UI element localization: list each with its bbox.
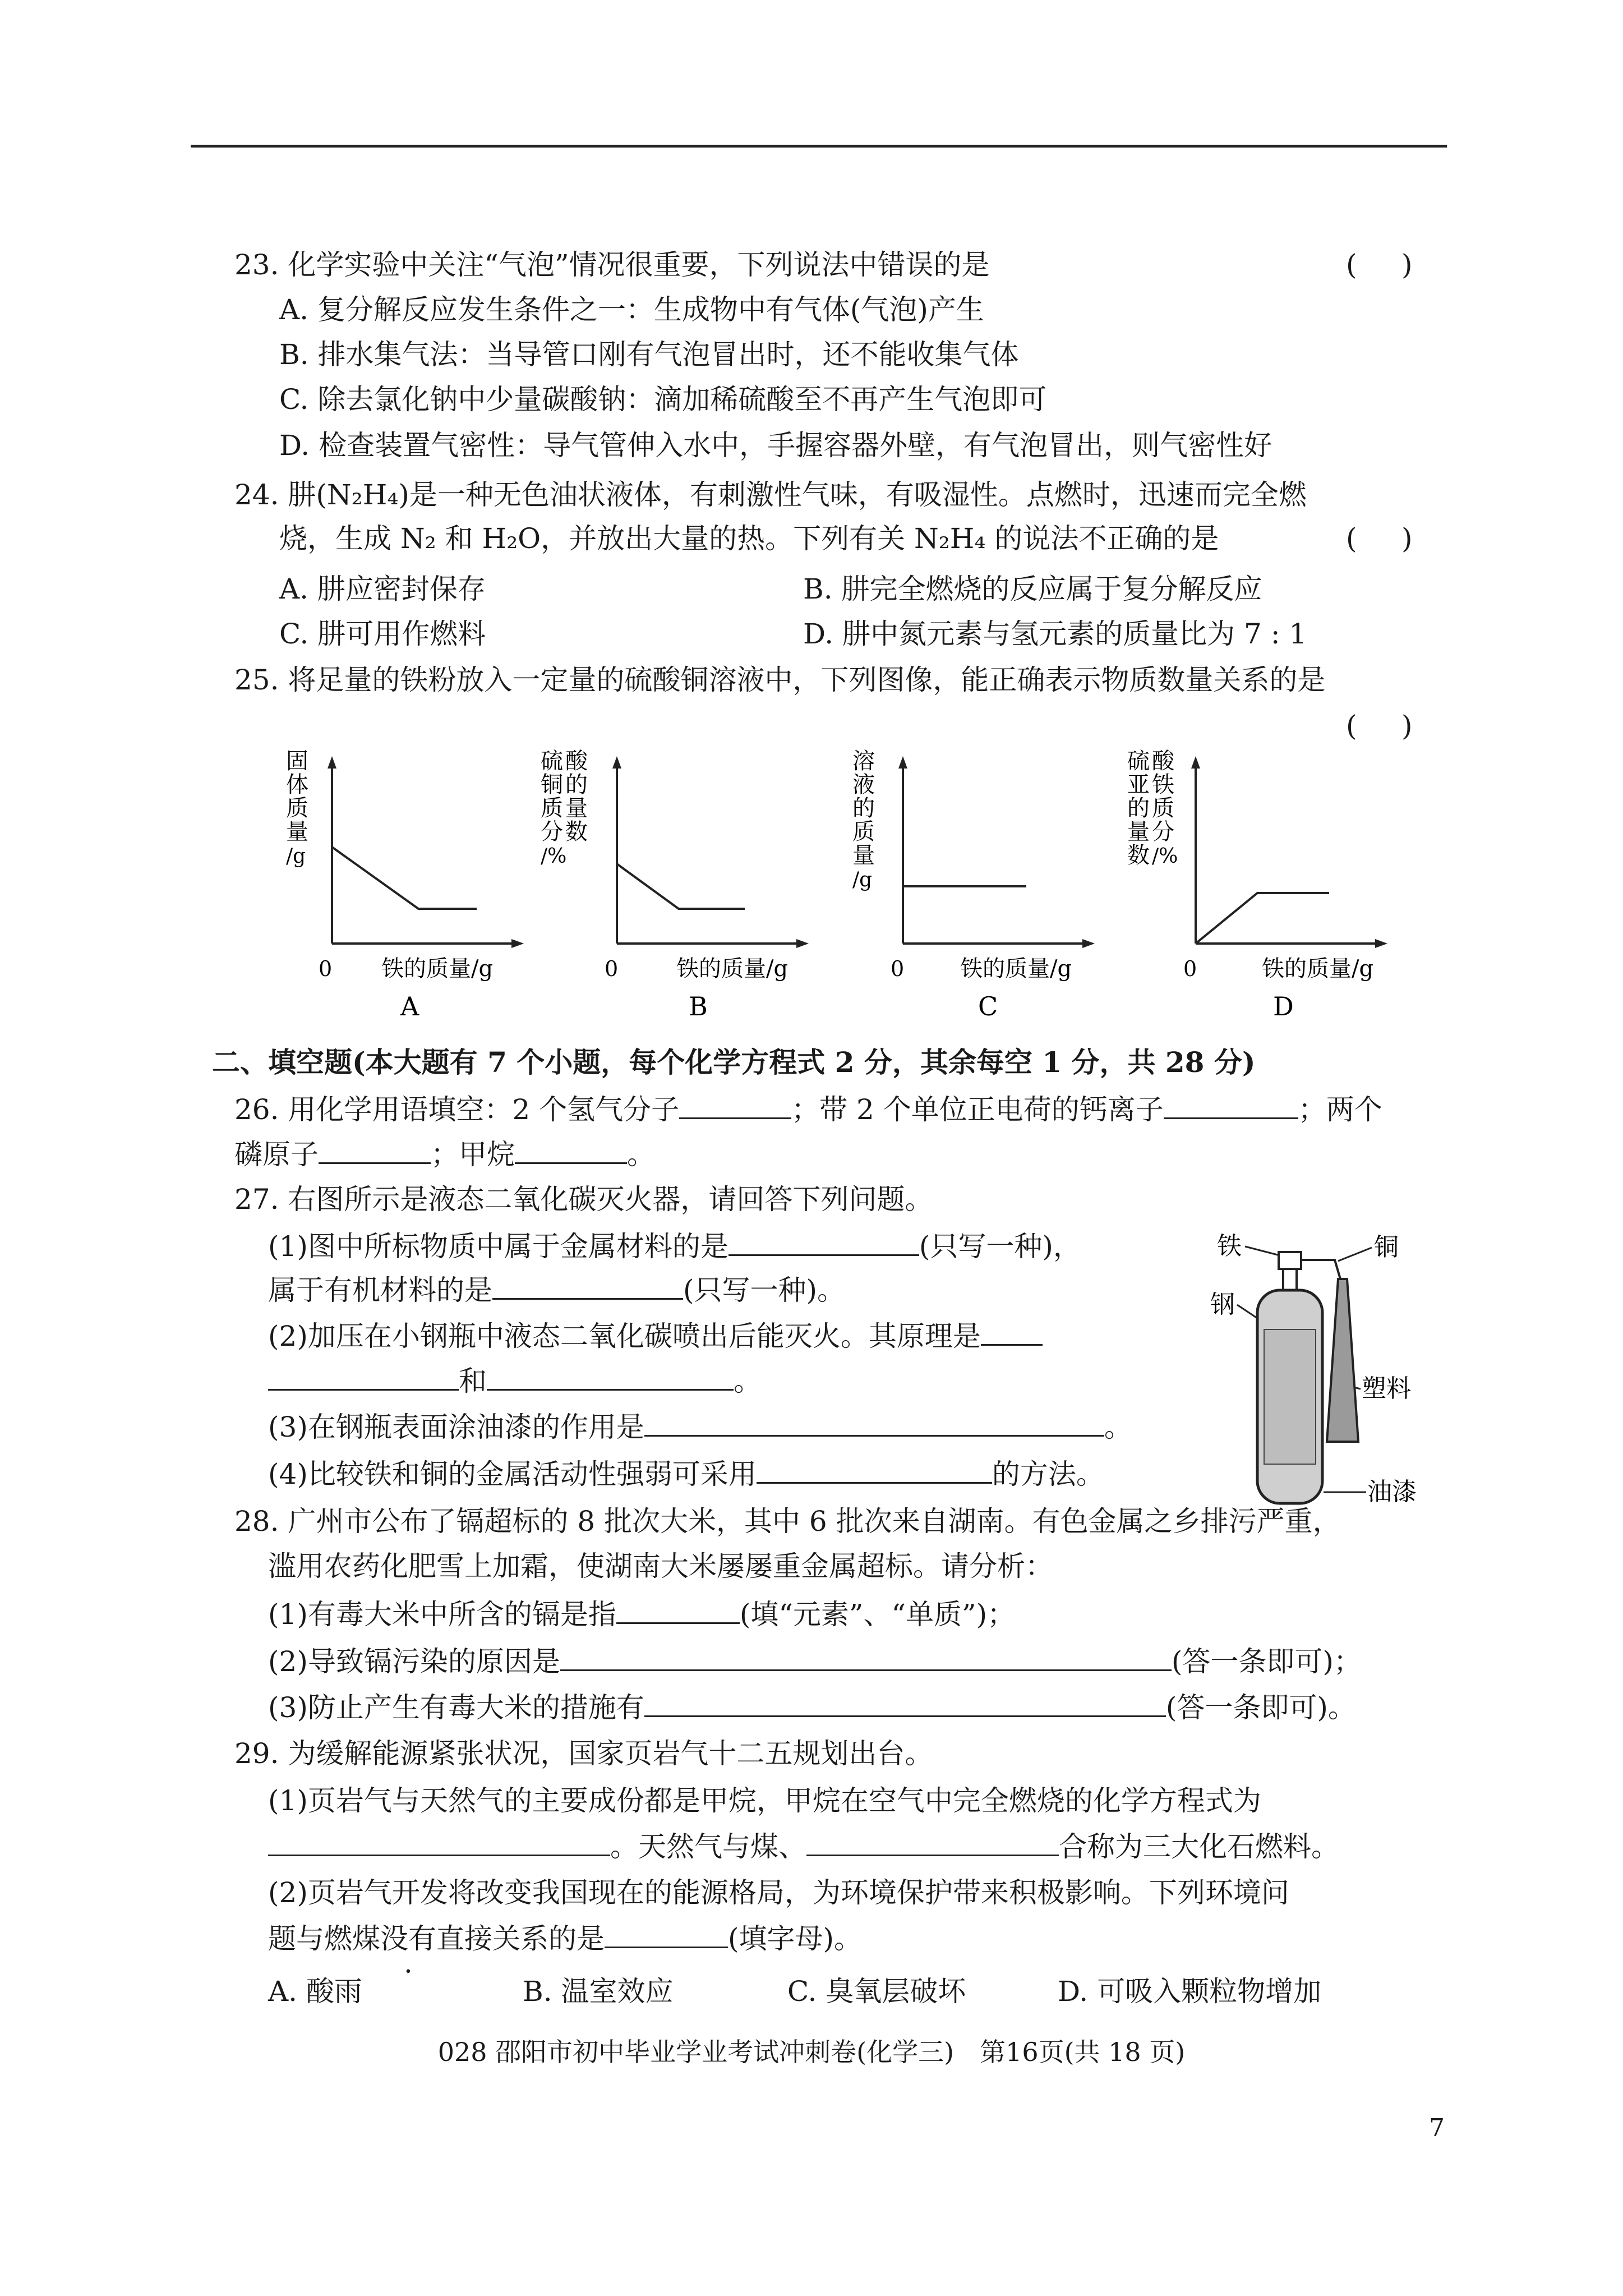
q26-text-2: ；带 2 个单位正电荷的钙离子 bbox=[791, 1093, 1164, 1126]
graph-b-curve bbox=[617, 864, 745, 909]
q24-answer-paren[interactable]: ( ) bbox=[1346, 522, 1413, 555]
graph-d-ylabel-0: 硫 bbox=[1127, 748, 1150, 774]
q29-p1-text-c: 合称为三大化石燃料。 bbox=[1059, 1830, 1339, 1863]
graph-a-ylabel-4: /g bbox=[286, 845, 306, 868]
graph-d-ylabel-2: 的 bbox=[1127, 795, 1150, 821]
q27-blank-metal[interactable] bbox=[728, 1228, 919, 1256]
page-number: 7 bbox=[1429, 2114, 1445, 2142]
q27-p4-text-b: 的方法。 bbox=[992, 1458, 1104, 1490]
extinguisher-neck bbox=[1283, 1269, 1297, 1291]
graph-a-ylabel-0: 固 bbox=[286, 748, 308, 774]
graph-b bbox=[541, 748, 809, 1022]
label-plastic: 塑料 bbox=[1362, 1374, 1411, 1403]
graph-d-letter: D bbox=[1273, 991, 1294, 1022]
q28-p2-text-a: (2)导致镉污染的原因是 bbox=[268, 1645, 560, 1678]
section-2-heading: 二、填空题(本大题有 7 个小题，每个化学方程式 2 分，其余每空 1 分，共 28 分) bbox=[212, 1046, 1256, 1079]
q27-p1-text-a: (1)图中所标物质中属于金属材料的是 bbox=[268, 1230, 728, 1263]
q23-option-a: A. 复分解反应发生条件之一：生成物中有气体(气泡)产生 bbox=[279, 293, 984, 326]
graph-d-ylabel2-4: /% bbox=[1152, 845, 1178, 868]
graph-b-ylabel-4: /% bbox=[541, 845, 567, 868]
q27-part1-line2 bbox=[268, 1272, 845, 1308]
q25-stem: 25. 将足量的铁粉放入一定量的硫酸铜溶液中，下列图像，能正确表示物质数量关系的是 bbox=[234, 664, 1326, 696]
q29-blank-fossil-fuel[interactable] bbox=[806, 1829, 1059, 1856]
q29-p2-text-c: (填字母)。 bbox=[728, 1922, 863, 1955]
q27-p2-text-c: 。 bbox=[734, 1365, 762, 1397]
graph-d bbox=[1127, 748, 1387, 1022]
q27-part2-line2 bbox=[268, 1363, 762, 1399]
graph-b-ylabel2-0: 酸 bbox=[565, 748, 588, 774]
q23-option-b: B. 排水集气法：当导管口刚有气泡冒出时，还不能收集气体 bbox=[279, 338, 1019, 371]
graph-b-ylabel2-3: 数 bbox=[565, 819, 588, 845]
q27-p3-text-a: (3)在钢瓶表面涂油漆的作用是 bbox=[268, 1411, 644, 1443]
q26-line1 bbox=[234, 1092, 1382, 1128]
q28-line2: 滥用农药化肥雪上加霜，使湖南大米屡屡重金属超标。请分析： bbox=[268, 1550, 1053, 1582]
q29-p2-text-post: 直接关系的是 bbox=[436, 1922, 605, 1955]
graph-b-ylabel2-2: 量 bbox=[565, 795, 588, 821]
q27-p4-text-a: (4)比较铁和铜的金属活动性强弱可采用 bbox=[268, 1458, 757, 1490]
q27-p2-text-b: 和 bbox=[459, 1365, 487, 1397]
q27-part2-line1 bbox=[268, 1318, 1043, 1354]
q28-part1 bbox=[268, 1596, 1015, 1632]
graph-c bbox=[852, 748, 1095, 1022]
graph-a-y-arrow bbox=[328, 756, 336, 769]
q28-line1: 28. 广州市公布了镉超标的 8 批次大米，其中 6 批次来自湖南。有色金属之乡排污严重， bbox=[234, 1505, 1341, 1538]
q27-part4 bbox=[268, 1456, 1104, 1492]
graph-b-ylabel-2: 质 bbox=[541, 795, 563, 821]
q27-blank-paint-purpose[interactable] bbox=[644, 1409, 1104, 1437]
graph-a-x-arrow bbox=[511, 939, 524, 948]
q28-p1-text-b: (填“元素”、“单质”)； bbox=[739, 1598, 1016, 1631]
q27-blank-principle-1b[interactable] bbox=[268, 1363, 459, 1391]
graph-b-letter: B bbox=[689, 991, 708, 1022]
label-iron: 铁 bbox=[1217, 1232, 1242, 1260]
extinguisher-horn bbox=[1327, 1279, 1358, 1442]
graph-d-y-arrow bbox=[1191, 756, 1200, 769]
graph-a-origin: 0 bbox=[319, 956, 333, 981]
q29-blank-equation[interactable] bbox=[268, 1829, 610, 1856]
q29-option-b: B. 温室效应 bbox=[523, 1975, 674, 2008]
graph-c-ylabel-2: 的 bbox=[852, 795, 875, 821]
q28-p1-text-a: (1)有毒大米中所含的镉是指 bbox=[268, 1598, 616, 1631]
graph-b-y-arrow bbox=[612, 756, 621, 769]
graph-c-origin: 0 bbox=[891, 956, 905, 981]
graph-d-ylabel-4: 数 bbox=[1127, 843, 1150, 868]
q28-blank-measure[interactable] bbox=[644, 1690, 1166, 1717]
graph-d-ylabel2-3: 分 bbox=[1152, 819, 1174, 845]
q23-answer-paren[interactable]: ( ) bbox=[1346, 249, 1413, 281]
q28-p3-text-a: (3)防止产生有毒大米的措施有 bbox=[268, 1691, 644, 1724]
graph-c-x-arrow bbox=[1082, 939, 1095, 948]
q25-answer-paren[interactable]: ( ) bbox=[1346, 710, 1413, 742]
q27-p2-text-a: (2)加压在小钢瓶中液态二氧化碳喷出后能灭火。其原理是 bbox=[268, 1320, 981, 1352]
q29-part1-line1: (1)页岩气与天然气的主要成份都是甲烷，甲烷在空气中完全燃烧的化学方程式为 bbox=[268, 1784, 1261, 1817]
q24-line1: 24. 肼(N₂H₄)是一种无色油状液体，有刺激性气味，有吸湿性。点燃时，迅速而完全燃 bbox=[234, 478, 1307, 511]
q26-text-4: 磷原子 bbox=[234, 1138, 319, 1171]
q27-p1-text-d: (只写一种)。 bbox=[683, 1274, 846, 1306]
q27-blank-method[interactable] bbox=[757, 1456, 992, 1484]
graph-a-xlabel: 铁的质量/g bbox=[381, 956, 494, 982]
q29-part2-line1: (2)页岩气开发将改变我国现在的能源格局，为环境保护带来积极影响。下列环境问 bbox=[268, 1876, 1289, 1909]
graph-c-xlabel: 铁的质量/g bbox=[960, 956, 1072, 982]
graph-a-curve bbox=[332, 847, 477, 909]
q27-blank-principle-2[interactable] bbox=[487, 1363, 734, 1391]
graph-b-ylabel2-1: 的 bbox=[565, 772, 588, 798]
q24-line2: 烧，生成 N₂ 和 H₂O，并放出大量的热。下列有关 N₂H₄ 的说法不正确的是 bbox=[279, 522, 1219, 555]
graph-a-ylabel-3: 量 bbox=[286, 819, 308, 845]
graph-a-letter: A bbox=[400, 991, 419, 1022]
q26-text-5: ；甲烷 bbox=[431, 1138, 515, 1171]
q25-graphs bbox=[269, 746, 1469, 1038]
q27-p1-text-c: 属于有机材料的是 bbox=[268, 1274, 492, 1306]
graph-b-ylabel-0: 硫 bbox=[541, 748, 563, 774]
q26-blank-h2[interactable] bbox=[679, 1092, 791, 1119]
extinguisher-label-area bbox=[1264, 1329, 1316, 1464]
q29-stem: 29. 为缓解能源紧张状况，国家页岩气十二五规划出台。 bbox=[234, 1737, 933, 1770]
graph-a bbox=[286, 748, 524, 1022]
label-copper: 铜 bbox=[1374, 1233, 1399, 1262]
q23-stem: 23. 化学实验中关注“气泡”情况很重要，下列说法中错误的是 bbox=[234, 249, 990, 281]
graph-c-ylabel-5: /g bbox=[852, 868, 873, 891]
q29-p1-text-b: 。天然气与煤、 bbox=[610, 1830, 806, 1863]
graph-b-x-arrow bbox=[796, 939, 809, 948]
q26-line2 bbox=[234, 1137, 655, 1172]
label-steel: 钢 bbox=[1210, 1290, 1235, 1319]
graph-c-y-arrow bbox=[898, 756, 907, 769]
q29-part1-line2 bbox=[268, 1829, 1339, 1865]
graph-c-ylabel-0: 溶 bbox=[852, 748, 875, 774]
q26-blank-methane[interactable] bbox=[515, 1137, 627, 1164]
graph-d-ylabel-1: 亚 bbox=[1127, 772, 1150, 798]
fire-extinguisher-figure bbox=[1206, 1228, 1453, 1509]
q27-p1-text-b: (只写一种)， bbox=[919, 1230, 1081, 1263]
graph-d-ylabel2-1: 铁 bbox=[1152, 772, 1174, 798]
graph-d-x-arrow bbox=[1375, 939, 1387, 948]
q27-blank-organic[interactable] bbox=[492, 1272, 683, 1300]
graph-c-ylabel-3: 质 bbox=[852, 819, 875, 845]
q29-option-d: D. 可吸入颗粒物增加 bbox=[1058, 1975, 1322, 2008]
graph-a-ylabel-2: 质 bbox=[286, 795, 308, 821]
q28-blank-cause[interactable] bbox=[560, 1644, 1172, 1671]
graph-d-xlabel: 铁的质量/g bbox=[1262, 956, 1374, 982]
q24-option-c: C. 肼可用作燃料 bbox=[279, 618, 486, 650]
graph-b-ylabel-1: 铜 bbox=[541, 772, 563, 798]
q27-blank-principle-1a[interactable] bbox=[981, 1318, 1043, 1346]
graph-d-curve bbox=[1196, 893, 1329, 944]
graph-d-origin: 0 bbox=[1183, 956, 1197, 981]
graph-d-ylabel-3: 量 bbox=[1127, 819, 1150, 845]
top-rule bbox=[191, 145, 1447, 148]
graph-b-xlabel: 铁的质量/g bbox=[676, 956, 789, 982]
q24-option-b: B. 肼完全燃烧的反应属于复分解反应 bbox=[803, 573, 1262, 605]
q27-p3-text-b: 。 bbox=[1104, 1411, 1132, 1443]
q27-part3 bbox=[268, 1409, 1132, 1445]
q29-part2-line2 bbox=[268, 1921, 862, 1957]
extinguisher-valve bbox=[1279, 1252, 1301, 1269]
q28-p3-text-b: (答一条即可)。 bbox=[1165, 1691, 1356, 1724]
q23-option-d: D. 检查装置气密性：导气管伸入水中，手握容器外壁，有气泡冒出，则气密性好 bbox=[279, 429, 1272, 462]
q29-p2-text-pre: 题与燃煤 bbox=[268, 1922, 380, 1955]
exam-footer: 028 邵阳市初中毕业学业考试冲刺卷(化学三) 第16页(共 18 页) bbox=[437, 2037, 1186, 2067]
q24-option-a: A. 肼应密封保存 bbox=[279, 573, 486, 605]
q26-text-1: 26. 用化学用语填空：2 个氢气分子 bbox=[234, 1093, 680, 1126]
q29-p2-emphasis: 没有 bbox=[380, 1922, 436, 1955]
q26-blank-ca-ion[interactable] bbox=[1164, 1092, 1298, 1119]
q27-stem: 27. 右图所示是液态二氧化碳灭火器，请回答下列问题。 bbox=[234, 1183, 933, 1216]
extinguisher-hose-top bbox=[1301, 1260, 1340, 1279]
graph-c-ylabel-4: 量 bbox=[852, 843, 875, 868]
q26-text-6: 。 bbox=[627, 1138, 655, 1171]
q29-option-c: C. 臭氧层破坏 bbox=[787, 1975, 966, 2008]
graph-d-ylabel2-0: 酸 bbox=[1152, 748, 1174, 774]
q28-part2 bbox=[268, 1644, 1362, 1680]
graph-d-ylabel2-2: 质 bbox=[1152, 795, 1174, 821]
graph-b-origin: 0 bbox=[605, 956, 619, 981]
graph-c-letter: C bbox=[978, 991, 998, 1022]
graph-b-ylabel-3: 分 bbox=[541, 819, 563, 845]
q28-p2-text-b: (答一条即可)； bbox=[1171, 1645, 1362, 1678]
q29-blank-choice[interactable] bbox=[605, 1921, 728, 1948]
q29-option-a: A. 酸雨 bbox=[268, 1975, 362, 2008]
q24-option-d: D. 肼中氮元素与氢元素的质量比为 7 : 1 bbox=[803, 618, 1307, 650]
q28-part3 bbox=[268, 1690, 1356, 1726]
label-paint: 油漆 bbox=[1367, 1478, 1417, 1506]
q26-blank-p-atoms[interactable] bbox=[319, 1137, 431, 1164]
q27-part1-line1 bbox=[268, 1228, 1081, 1264]
graph-a-ylabel-1: 体 bbox=[286, 772, 308, 798]
q26-text-3: ；两个 bbox=[1298, 1093, 1382, 1126]
graph-c-ylabel-1: 液 bbox=[852, 772, 875, 798]
q28-blank-element[interactable] bbox=[616, 1596, 740, 1624]
q23-option-c: C. 除去氯化钠中少量碳酸钠：滴加稀硫酸至不再产生气泡即可 bbox=[279, 383, 1047, 416]
